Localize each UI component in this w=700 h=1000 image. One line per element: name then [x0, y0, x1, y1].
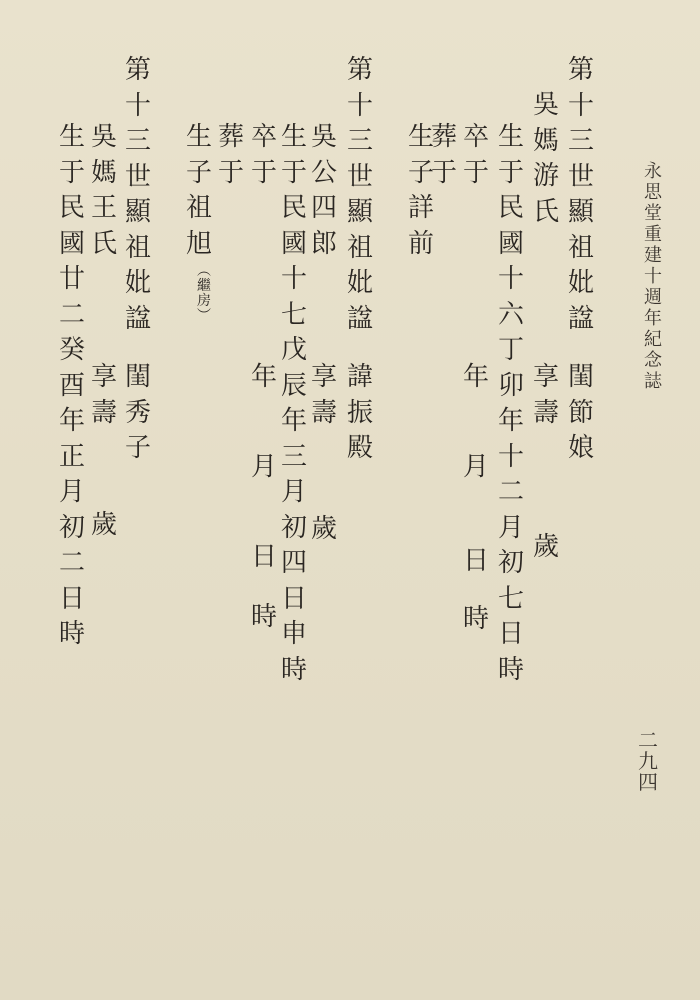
entry2-burial: 葬 于: [217, 122, 244, 188]
entry1-death-day: 日: [462, 546, 489, 576]
entry3-wife-name: 吳 媽 王 氏: [90, 122, 117, 259]
entry3-heading: 第 十 三 世 顯 祖 妣 諡: [124, 55, 151, 334]
entry1-death-year: 年: [462, 362, 489, 392]
entry2-death-hour: 時: [250, 602, 277, 632]
entry2-death-year: 年: [250, 362, 277, 392]
page-number: 二 九 四: [638, 728, 658, 794]
entry2-son-note: ︵ 繼 房 ︶: [197, 263, 211, 324]
entry1-heading: 第 十 三 世 顯 祖 妣 諡: [567, 55, 594, 334]
entry1-lifespan: 享 壽: [532, 362, 559, 428]
entry2-heading: 第 十 三 世 顯 祖 妣 諡: [346, 55, 373, 334]
entry2-son: 生 子 祖 旭: [185, 122, 212, 259]
book-title: 永 思 堂 重 建 十 週 年 紀 念 誌: [644, 161, 662, 392]
entry2-heading-name: 諱 振 殿: [346, 362, 373, 463]
entry3-birth: 生 于 民 國 廿 二 癸 酉 年 正 月 初 二 日 時: [58, 122, 85, 649]
entry2-death-day: 日: [250, 542, 277, 572]
entry1-wife-name: 吳 媽 游 氏: [532, 90, 559, 227]
entry1-burial-loc: 生 子 詳 前: [407, 122, 434, 259]
entry2-death-prefix: 卒 于: [250, 122, 277, 188]
entry1-death-prefix: 卒 于: [462, 122, 489, 188]
entry1-death-hour: 時: [462, 604, 489, 634]
entry1-heading-name: 閨 節 娘: [567, 362, 594, 463]
entry2-husband-name: 吳 公 四 郎: [310, 122, 337, 259]
entry1-burial: 葬 于: [430, 122, 457, 188]
entry3-age-unit: 歲: [90, 510, 117, 540]
entry1-birth: 生 于 民 國 十 六 丁 卯 年 十 二 月 初 七 日 時: [497, 122, 524, 685]
entry2-birth: 生 于 民 國 十 七 戊 辰 年 三 月 初 四 日 申 時: [280, 122, 307, 685]
entry1-death-month: 月: [462, 452, 489, 482]
entry2-lifespan: 享 壽: [310, 362, 337, 428]
entry1-age-unit: 歲: [532, 532, 559, 562]
entry2-death-month: 月: [250, 452, 277, 482]
entry2-age-unit: 歲: [310, 514, 337, 544]
entry3-heading-name: 閨 秀 子: [124, 362, 151, 463]
entry3-lifespan: 享 壽: [90, 362, 117, 428]
